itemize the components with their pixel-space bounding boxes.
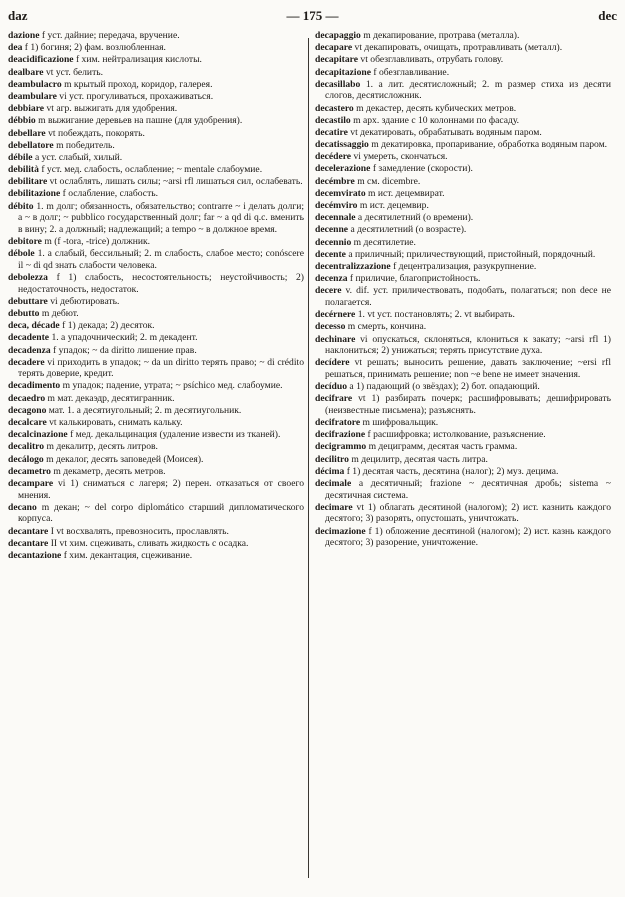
dictionary-entry bbox=[8, 115, 304, 127]
dictionary-entry bbox=[315, 381, 611, 393]
entry-headword: decastero bbox=[315, 102, 354, 114]
entry-definition: m арх. здание с 10 колоннами по фасаду. bbox=[353, 114, 520, 126]
entry-definition: 1. a упадочнический; 2. m декадент. bbox=[51, 332, 198, 344]
dictionary-entry bbox=[8, 405, 304, 417]
dictionary-entry bbox=[8, 188, 304, 200]
entry-headword: decapare bbox=[315, 42, 353, 54]
page-number: — 175 — bbox=[286, 8, 339, 23]
dictionary-entry bbox=[8, 380, 304, 392]
entry-definition: vi 1) сниматься с лагеря; 2) перен. отказаться от своего мнения. bbox=[18, 477, 304, 501]
entry-definition: m десятилетие. bbox=[353, 236, 416, 248]
dictionary-entry bbox=[315, 42, 611, 54]
dictionary-entry bbox=[8, 272, 304, 295]
entry-definition: m декалитр, десять литров. bbox=[46, 441, 158, 453]
entry-definition: m декалог, десять заповедей (Моисея). bbox=[46, 453, 204, 465]
entry-definition: m декапирование, протрава (металла). bbox=[363, 30, 520, 41]
entry-definition: m дециграмм, десятая часть грамма. bbox=[368, 441, 518, 453]
dictionary-entry bbox=[315, 127, 611, 139]
entry-headword: decifratore bbox=[315, 417, 361, 429]
dictionary-entry bbox=[8, 176, 304, 188]
entry-headword: decametro bbox=[8, 465, 51, 477]
entry-headword: decennio bbox=[315, 236, 352, 248]
entry-definition: f 1) богиня; 2) фам. возлюбленная. bbox=[24, 42, 166, 54]
entry-definition: I vt восхвалять, превозносить, прославлять. bbox=[50, 525, 229, 537]
page-header bbox=[8, 6, 617, 28]
entry-definition: vt решать; выносить решение, давать заключение; ~ersi rfl решаться, принимать решение; non ~e bene не имеет значения. bbox=[325, 357, 611, 380]
dictionary-entry bbox=[8, 466, 304, 478]
dictionary-entry bbox=[315, 321, 611, 333]
entry-definition: m ист. децемвират. bbox=[368, 187, 445, 199]
dictionary-entry bbox=[315, 502, 611, 525]
dictionary-entry bbox=[315, 526, 611, 549]
column-divider bbox=[308, 38, 309, 878]
entry-definition: f уст. дайние; передача, вручение. bbox=[41, 30, 180, 41]
entry-headword: decilitro bbox=[315, 453, 349, 465]
dictionary-entry bbox=[8, 164, 304, 176]
entry-definition: II vt хим. сцеживать, сливать жидкость с осадка. bbox=[50, 537, 249, 549]
entry-definition: m (f -tora, -trice) должник. bbox=[44, 236, 151, 247]
entry-definition: vi приходить в упадок; ~ da un diritto терять право; ~ di crédito терять доверие, кредит. bbox=[18, 356, 304, 380]
dictionary-entry bbox=[315, 163, 611, 175]
dictionary-entry bbox=[8, 550, 304, 562]
dictionary-entry bbox=[315, 249, 611, 261]
entry-headword: decigrammo bbox=[315, 441, 367, 453]
entry-definition: m крытый проход, коридор, галерея. bbox=[64, 78, 213, 90]
entry-definition: vi опускаться, склоняться, клониться к закату; ~arsi rfl 1) наклониться; 2) унижаться; терять присутствие духа. bbox=[325, 333, 611, 357]
entry-headword: debilitare bbox=[8, 176, 48, 188]
entry-definition: f децентрализация, разукрупнение. bbox=[393, 260, 537, 272]
dictionary-entry bbox=[8, 91, 304, 103]
dictionary-entry bbox=[8, 502, 304, 525]
entry-headword: decadente bbox=[8, 332, 50, 344]
entry-definition: m победитель. bbox=[56, 139, 115, 151]
entry-definition: vt ослаблять, лишать силы; ~arsi rfl лишаться сил, ослабевать. bbox=[49, 176, 303, 188]
entry-headword: debilitazione bbox=[8, 188, 61, 200]
entry-definition: 1. m долг; обязанность, обязательство; contrarre ~ i делать долги; a ~ в долг; ~ pubblico государственный долг; far ~ a qd di q.c. вменить в вину; 2. a должный; надлежащий; a tempo ~ в должное время. bbox=[18, 200, 304, 235]
dictionary-entry bbox=[315, 466, 611, 478]
dictionary-entry bbox=[8, 152, 304, 164]
dictionary-entry bbox=[315, 393, 611, 416]
entry-headword: deacidificazione bbox=[8, 54, 74, 66]
entry-headword: decérnere bbox=[315, 309, 356, 321]
entry-definition: m смерть, кончина. bbox=[347, 321, 427, 333]
dictionary-entry bbox=[315, 357, 611, 380]
entry-headword: debolezza bbox=[8, 271, 48, 283]
entry-headword: decagono bbox=[8, 404, 47, 416]
entry-headword: decadenza bbox=[8, 344, 51, 356]
entry-headword: decano bbox=[8, 501, 37, 513]
dictionary-entry bbox=[8, 357, 304, 380]
entry-definition: vt 1) облагать десятиной (налогом); 2) ист. казнить каждого десятого; 3) разорять, опустошать, уничтожать. bbox=[325, 501, 611, 525]
entry-definition: f упадок; ~ da diritto лишение прав. bbox=[53, 344, 197, 356]
entry-definition: f 1) обложение десятиной (налогом); 2) ист. казнь каждого десятого; 3) разорение, уничтожение. bbox=[325, 525, 611, 549]
entry-headword: decimale bbox=[315, 477, 352, 489]
entry-headword: decasillabo bbox=[315, 78, 361, 90]
entry-headword: debitore bbox=[8, 236, 42, 247]
entry-headword: deca, décade bbox=[8, 320, 60, 332]
entry-definition: m ист. децемвир. bbox=[359, 200, 429, 212]
entry-definition: m упадок; падение, утрата; ~ psíchico мед. слабоумие. bbox=[62, 380, 283, 392]
entry-headword: debutto bbox=[8, 307, 40, 319]
dictionary-entry bbox=[8, 103, 304, 115]
dictionary-entry bbox=[8, 417, 304, 429]
entry-headword: decesso bbox=[315, 321, 346, 333]
entry-headword: débole bbox=[8, 248, 35, 260]
entry-definition: vt 1) разбирать почерк; расшифровывать; дешифрировать (неизвестные письмена); разъяснять. bbox=[325, 393, 611, 416]
entry-definition: vi дебютировать. bbox=[50, 295, 120, 307]
dictionary-entry bbox=[8, 320, 304, 332]
entry-headword: debellare bbox=[8, 127, 46, 139]
entry-headword: decatissaggio bbox=[315, 139, 369, 151]
entry-headword: decíduo bbox=[315, 381, 347, 393]
left-column bbox=[8, 30, 304, 562]
entry-definition: vt обезглавливать, отрубать голову. bbox=[360, 54, 504, 66]
dictionary-entry bbox=[8, 345, 304, 357]
entry-headword: decemvirato bbox=[315, 187, 366, 199]
entry-definition: a уст. слабый, хилый. bbox=[34, 151, 123, 163]
entry-headword: debbiare bbox=[8, 103, 45, 115]
entry-headword: decadere bbox=[8, 356, 45, 368]
entry-definition: f замедление (скорости). bbox=[372, 163, 473, 175]
dictionary-entry bbox=[315, 334, 611, 357]
entry-headword: decaedro bbox=[8, 392, 46, 404]
left-running-head: dаz bbox=[8, 8, 28, 23]
dictionary-entry bbox=[315, 103, 611, 115]
entry-headword: débito bbox=[8, 200, 34, 212]
entry-headword: decédere bbox=[315, 151, 352, 163]
entry-definition: a десятичный; frazione ~ десятичная дробь; sistema ~ десятичная система. bbox=[325, 477, 611, 501]
dictionary-entry bbox=[8, 478, 304, 501]
entry-headword: dealbare bbox=[8, 66, 44, 78]
entry-definition: 1. a слабый, бессильный; 2. m слабость, слабое место; conóscere il ~ di qd знать слабости человека. bbox=[18, 248, 304, 271]
dictionary-entry bbox=[8, 332, 304, 344]
entry-headword: decennale bbox=[315, 212, 356, 224]
entry-headword: decampare bbox=[8, 477, 54, 489]
entry-definition: f обезглавливание. bbox=[373, 66, 450, 78]
entry-definition: f мед. декальцинация (удаление извести из тканей). bbox=[70, 429, 281, 441]
entry-definition: vi умереть, скончаться. bbox=[353, 151, 448, 163]
entry-headword: décima bbox=[315, 465, 345, 477]
dictionary-entry bbox=[315, 454, 611, 466]
entry-headword: decentralizzazione bbox=[315, 260, 391, 272]
entry-headword: dea bbox=[8, 42, 23, 54]
dictionary-entry bbox=[8, 308, 304, 320]
entry-headword: dazione bbox=[8, 30, 40, 41]
entry-headword: decalitro bbox=[8, 441, 45, 453]
entry-definition: f 1) декада; 2) десяток. bbox=[62, 320, 155, 332]
entry-headword: decere bbox=[315, 285, 342, 297]
entry-headword: decimazione bbox=[315, 525, 366, 537]
entry-definition: vt декапировать, очищать, протравливать (металл). bbox=[354, 42, 563, 54]
dictionary-entry bbox=[315, 30, 611, 42]
right-column bbox=[315, 30, 611, 549]
entry-headword: decalcare bbox=[8, 417, 47, 429]
entry-definition: 1. vt уст. постановлять; 2. vt выбирать. bbox=[357, 309, 515, 321]
dictionary-entry bbox=[315, 441, 611, 453]
dictionary-entry bbox=[8, 248, 304, 271]
entry-headword: decantare bbox=[8, 537, 49, 549]
dictionary-entry bbox=[315, 151, 611, 163]
entry-definition: f хим. декантация, сцеживание. bbox=[63, 549, 193, 561]
right-running-head: dec bbox=[598, 8, 617, 23]
entry-headword: decantazione bbox=[8, 549, 62, 561]
dictionary-entry bbox=[315, 417, 611, 429]
entry-definition: m выжигание деревьев на пашне (для удобрения). bbox=[38, 115, 243, 127]
dictionary-entry bbox=[8, 79, 304, 91]
dictionary-entry bbox=[8, 42, 304, 54]
dictionary-entry bbox=[315, 237, 611, 249]
entry-headword: decadimento bbox=[8, 380, 61, 392]
dictionary-entry bbox=[315, 176, 611, 188]
dictionary-entry bbox=[315, 429, 611, 441]
entry-headword: debilità bbox=[8, 164, 39, 176]
dictionary-entry bbox=[8, 429, 304, 441]
dictionary-entry bbox=[315, 309, 611, 321]
entry-definition: f хим. нейтрализация кислоты. bbox=[75, 54, 202, 66]
entry-definition: m декаметр, десять метров. bbox=[53, 465, 166, 477]
dictionary-entry bbox=[8, 236, 304, 248]
dictionary-entry bbox=[315, 224, 611, 236]
dictionary-entry bbox=[315, 261, 611, 273]
dictionary-entry bbox=[8, 54, 304, 66]
entry-headword: decastilo bbox=[315, 114, 351, 126]
entry-definition: f расшифровка; истолкование, разъяснение. bbox=[367, 429, 546, 441]
entry-headword: decente bbox=[315, 248, 346, 260]
entry-definition: m декастер, десять кубических метров. bbox=[356, 102, 517, 114]
dictionary-entry bbox=[8, 67, 304, 79]
dictionary-entry bbox=[8, 30, 304, 42]
entry-definition: vt побеждать, покорять. bbox=[48, 127, 145, 139]
entry-definition: vi уст. прогуливаться, прохаживаться. bbox=[59, 90, 214, 102]
entry-definition: f приличие, благопристойность. bbox=[349, 273, 481, 285]
dictionary-entry bbox=[8, 441, 304, 453]
entry-definition: m шифровальщик. bbox=[362, 417, 439, 429]
entry-headword: decenne bbox=[315, 224, 349, 236]
entry-headword: decálogo bbox=[8, 453, 44, 465]
dictionary-entry bbox=[315, 54, 611, 66]
entry-headword: decapitare bbox=[315, 54, 358, 66]
dictionary-entry bbox=[315, 79, 611, 102]
entry-definition: a десятилетний (о возрасте). bbox=[350, 224, 467, 236]
dictionary-entry bbox=[8, 454, 304, 466]
dictionary-entry bbox=[8, 128, 304, 140]
entry-headword: decifrare bbox=[315, 393, 353, 405]
entry-definition: f ослабление, слабость. bbox=[62, 188, 159, 200]
entry-definition: vt калькировать, снимать кальку. bbox=[49, 417, 183, 429]
entry-headword: decantare bbox=[8, 525, 49, 537]
entry-definition: m см. dicembre. bbox=[357, 175, 421, 187]
entry-headword: decídere bbox=[315, 357, 350, 369]
dictionary-entry bbox=[8, 296, 304, 308]
entry-definition: a приличный; приличествующий, пристойный, порядочный. bbox=[348, 248, 596, 260]
entry-headword: débbio bbox=[8, 115, 36, 127]
entry-definition: m дебют. bbox=[41, 307, 79, 319]
dictionary-entry bbox=[315, 200, 611, 212]
dictionary-entry bbox=[8, 393, 304, 405]
entry-definition: m децилитр, десятая часть литра. bbox=[351, 453, 488, 465]
entry-definition: m декан; ~ del corpo diplomático старший дипломатического корпуса. bbox=[18, 501, 304, 525]
entry-definition: f 1) десятая часть, десятина (налог); 2) муз. децима. bbox=[346, 465, 559, 477]
entry-headword: decelerazione bbox=[315, 163, 371, 175]
entry-headword: decifrazione bbox=[315, 429, 366, 441]
entry-headword: debellatore bbox=[8, 139, 54, 151]
entry-definition: m декатировка, пропаривание, обработка водяным паром. bbox=[371, 139, 608, 151]
entry-definition: мат. 1. a десятиугольный; 2. m десятиугольник. bbox=[48, 404, 242, 416]
entry-definition: 1. a лит. десятисложный; 2. m размер стиха из десяти слогов, десятисложник. bbox=[325, 78, 611, 102]
entry-headword: débile bbox=[8, 151, 33, 163]
entry-headword: deambulacro bbox=[8, 78, 62, 90]
entry-definition: v. dif. уст. приличествовать, подобать, полагаться; non dece не полагается. bbox=[325, 285, 611, 308]
dictionary-entry bbox=[315, 478, 611, 501]
entry-definition: f 1) слабость, несостоятельность; неустойчивость; 2) недостаточность, недостаток. bbox=[18, 271, 304, 295]
entry-headword: decémviro bbox=[315, 200, 358, 212]
dictionary-entry bbox=[8, 526, 304, 538]
dictionary-entry bbox=[315, 67, 611, 79]
entry-definition: vt декатировать, обрабатывать водяным паром. bbox=[350, 126, 542, 138]
dictionary-entry bbox=[8, 201, 304, 236]
entry-definition: a десятилетний (о времени). bbox=[357, 212, 474, 224]
dictionary-entry bbox=[8, 140, 304, 152]
dictionary-entry bbox=[315, 139, 611, 151]
entry-headword: decenza bbox=[315, 273, 348, 285]
entry-headword: decalcinazione bbox=[8, 429, 68, 441]
entry-definition: vt уст. белить. bbox=[45, 66, 104, 78]
entry-headword: decimare bbox=[315, 501, 353, 513]
dictionary-entry bbox=[315, 212, 611, 224]
entry-headword: decémbre bbox=[315, 175, 355, 187]
entry-headword: decatire bbox=[315, 126, 348, 138]
entry-headword: decapitazione bbox=[315, 66, 371, 78]
entry-definition: m мат. декаэдр, десятигранник. bbox=[47, 392, 175, 404]
entry-definition: f уст. мед. слабость, ослабление; ~ mentale слабоумие. bbox=[41, 164, 263, 176]
entry-definition: vt агр. выжигать для удобрения. bbox=[46, 103, 178, 115]
dictionary-entry bbox=[8, 538, 304, 550]
entry-definition: a 1) падающий (о звёздах); 2) бот. опадающий. bbox=[349, 381, 540, 393]
entry-headword: decapaggio bbox=[315, 30, 361, 41]
dictionary-entry bbox=[315, 188, 611, 200]
entry-headword: dechinare bbox=[315, 333, 356, 345]
dictionary-entry bbox=[315, 285, 611, 308]
entry-headword: debuttare bbox=[8, 295, 48, 307]
entry-headword: deambulare bbox=[8, 90, 57, 102]
dictionary-entry bbox=[315, 273, 611, 285]
dictionary-entry bbox=[315, 115, 611, 127]
